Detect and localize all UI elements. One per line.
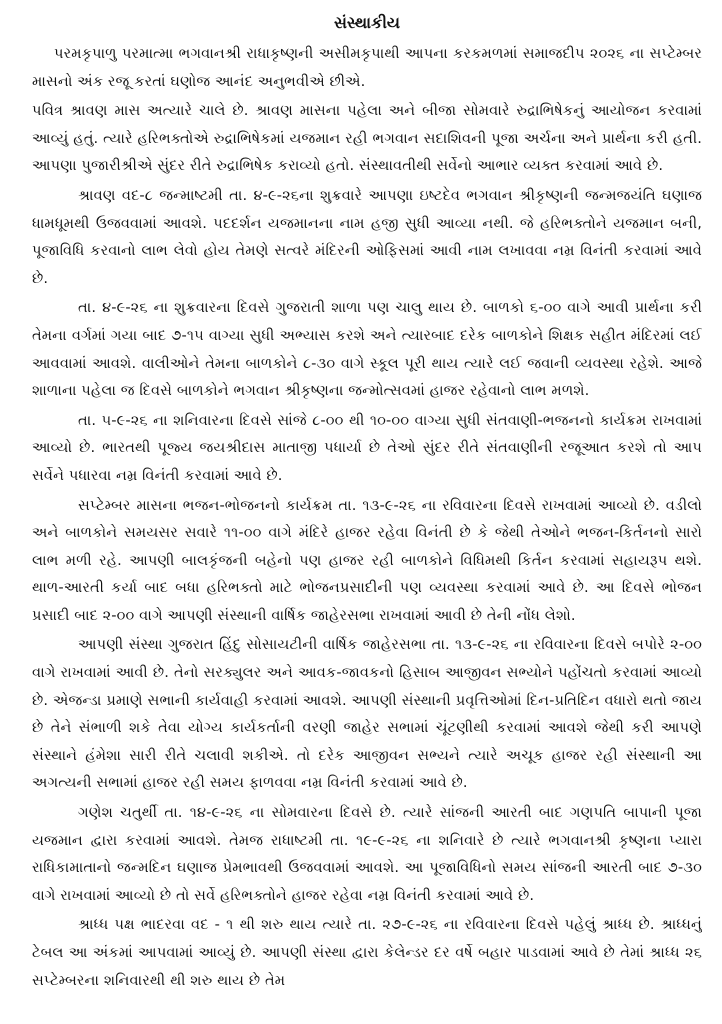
paragraph-shravan: પવિત્ર શ્રાવણ માસ અત્યારે ચાલે છે. શ્રાવણ માસના પહેલા અને બીજા સોમવારે રુદ્રાભિષેકનું આયોજન કરવામાં આવ્યું હતું. ત્યારે હરિભક્તોએ રુદ્રાભિષેકમાં યજમાન રહી ભગવાન સદાશિવની પૂજા અર્ચના અને પ્રાર્થના કરી હતી. આપણા પુજારીશ્રીએ સુંદર રીતે રુદ્રાભિષેક કરાવ્યો હતો. સંસ્થાવતીથી સર્વેનો આભાર વ્યક્ત કરવામાં આવે છે. bbox=[32, 102, 702, 175]
paragraph-intro: પરમકૃપાળુ પરમાત્મા ભગવાનશ્રી રાધાકૃષ્ણની અસીમકૃપાથી આપના કરકમળમાં સમાજદીપ ૨૦૨૬ ના સપ્ટેમ્બર માસનો અંક રજૂ કરતાં ઘણોજ આનંદ અનુભવીએ છીએ. bbox=[32, 45, 702, 90]
document-page bbox=[32, 12, 702, 1012]
paragraph-gujarati-school: તા. ૪-૯-૨૬ ના શુક્રવારના દિવસે ગુજરાતી શાળા પણ ચાલુ થાય છે. બાળકો ૬-૦૦ વાગે આવી પ્રાર્થના કરી તેમના વર્ગમાં ગયા બાદ ૭-૧૫ વાગ્યા સુધી અભ્યાસ કરશે અને ત્યારબાદ દરેક બાળકોને શિક્ષક સહીત મંદિરમાં લઈ આવવામાં આવશે. વાલીઓને તેમના બાળકોને ૮-૩૦ વાગે સ્કૂલ પૂરી થાય ત્યારે લઈ જવાની વ્યવસ્થા રહેશે. આજે શાળાના પહેલા જ દિવસે બાળકોને ભગવાન શ્રીકૃષ્ણના જન્મોત્સવમાં હાજર રહેવાનો લાભ મળશે. bbox=[32, 299, 702, 400]
document-title: સંસ્થાકીય bbox=[333, 13, 401, 32]
paragraph-janmashtami: શ્રાવણ વદ-૮ જન્માષ્ટમી તા. ૪-૯-૨૬ના શુક્રવારે આપણા ઇષ્ટદેવ ભગવાન શ્રીકૃષ્ણની જન્મજયંતિ ઘણાજ ધામધૂમથી ઉજવવામાં આવશે. પદદર્શન યજમાનના નામ હજી સુધી આવ્યા નથી. જે હરિભક્તોને યજમાન બની, પૂજાવિધિ કરવાનો લાભ લેવો હોય તેમણે સત્વરે મંદિરની ઓફિસમાં આવી નામ લખાવવા નમ્ર વિનંતી કરવામાં આવે છે. bbox=[32, 186, 702, 287]
paragraph-annual-meeting: આપણી સંસ્થા ગુજરાત હિંદુ સોસાયટીની વાર્ષિક જાહેરસભા તા. ૧૩-૯-૨૬ ના રવિવારના દિવસે બપોરે ૨-૦૦ વાગે રાખવામાં આવી છે. તેનો સરક્યુલર અને આવક-જાવકનો હિસાબ આજીવન સભ્યોને પહોંચતો કરવામાં આવ્યો છે. એજન્ડા પ્રમાણે સભાની કાર્યવાહી કરવામાં આવશે. આપણી સંસ્થાની પ્રવૃત્તિઓમાં દિન-પ્રતિદિન વધારો થતો જાય છે તેને સંભાળી શકે તેવા યોગ્ય કાર્યકર્તાની વરણી જાહેર સભામાં ચૂંટણીથી કરવામાં આવશે જેથી કરી આપણે સંસ્થાને હંમેશા સારી રીતે ચલાવી શકીએ. તો દરેક આજીવન સભ્યને ત્યારે અચૂક હાજર રહી સંસ્થાની આ અગત્યની સભામાં હાજર રહી સમય ફાળવવા નમ્ર વિનંતી કરવામાં આવે છે. bbox=[32, 636, 702, 792]
paragraph-santvani: તા. ૫-૯-૨૬ ના શનિવારના દિવસે સાંજે ૮-૦૦ થી ૧૦-૦૦ વાગ્યા સુધી સંતવાણી-ભજનનો કાર્યક્રમ રાખવામાં આવ્યો છે. ભારતથી પૂજ્ય જયશ્રીદાસ માતાજી પધાર્યા છે તેઓ સુંદર રીતે સંતવાણીની રજૂઆત કરશે તો આપ સર્વેને પધારવા નમ્ર વિનંતી કરવામાં આવે છે. bbox=[32, 411, 702, 484]
paragraph-ganesh-chaturthi: ગણેશ ચતુર્થી તા. ૧૪-૯-૨૬ ના સોમવારના દિવસે છે. ત્યારે સાંજની આરતી બાદ ગણપતિ બાપાની પૂજા યજમાન દ્વારા કરવામાં આવશે. તેમજ રાધાષ્ટમી તા. ૧૯-૯-૨૬ ના શનિવારે છે ત્યારે ભગવાનશ્રી કૃષ્ણના પ્યારા રાધિકામાતાનો જન્મદિન ઘણાજ પ્રેમભાવથી ઉજવવામાં આવશે. આ પૂજાવિધિનો સમય સાંજની આરતી બાદ ૭-૩૦ વાગે રાખવામાં આવ્યો છે તો સર્વે હરિભક્તોને હાજર રહેવા નમ્ર વિનંતી કરવામાં આવે છે. bbox=[32, 804, 702, 904]
paragraph-bhajan-bhojan: સપ્ટેમ્બર માસના ભજન-ભોજનનો કાર્યક્રમ તા. ૧૩-૯-૨૬ ના રવિવારના દિવસે રાખવામાં આવ્યો છે. વડીલો અને બાળકોને સમયસર સવારે ૧૧-૦૦ વાગે મંદિરે હાજર રહેવા વિનંતી છે કે જેથી તેઓને ભજન-કિર્તનનો સારો લાભ મળી રહે. આપણી બાલકૃંજની બહેનો પણ હાજર રહી બાળકોને વિધિમથી કિર્તન કરવામાં સહાયરૂપ થશે. થાળ-આરતી કર્યા બાદ બધા હરિભક્તો માટે ભોજનપ્રસાદીની પણ વ્યવસ્થા કરવામાં આવે છે. આ દિવસે ભોજન પ્રસાદી બાદ ૨-૦૦ વાગે આપણી સંસ્થાની વાર્ષિક જાહેરસભા રાખવામાં આવી છે તેની નોંધ લેશો. bbox=[32, 496, 702, 624]
paragraph-shraddh: શ્રાધ્ધ પક્ષ ભાદરવા વદ - ૧ થી શરુ થાય ત્યારે તા. ૨૭-૯-૨૬ ના રવિવારના દિવસે પહેલું શ્રાધ્ધ છે. શ્રાધ્ધનું ટેબલ આ અંકમાં આપવામાં આવ્યું છે. આપણી સંસ્થા દ્વારા કેલેન્ડર દર વર્ષે બહાર પાડવામાં આવે છે તેમાં શ્રાધ્ધ ૨૬ સપ્ટેમ્બરના શનિવારથી થી શરુ થાય છે તેમ bbox=[32, 916, 702, 989]
